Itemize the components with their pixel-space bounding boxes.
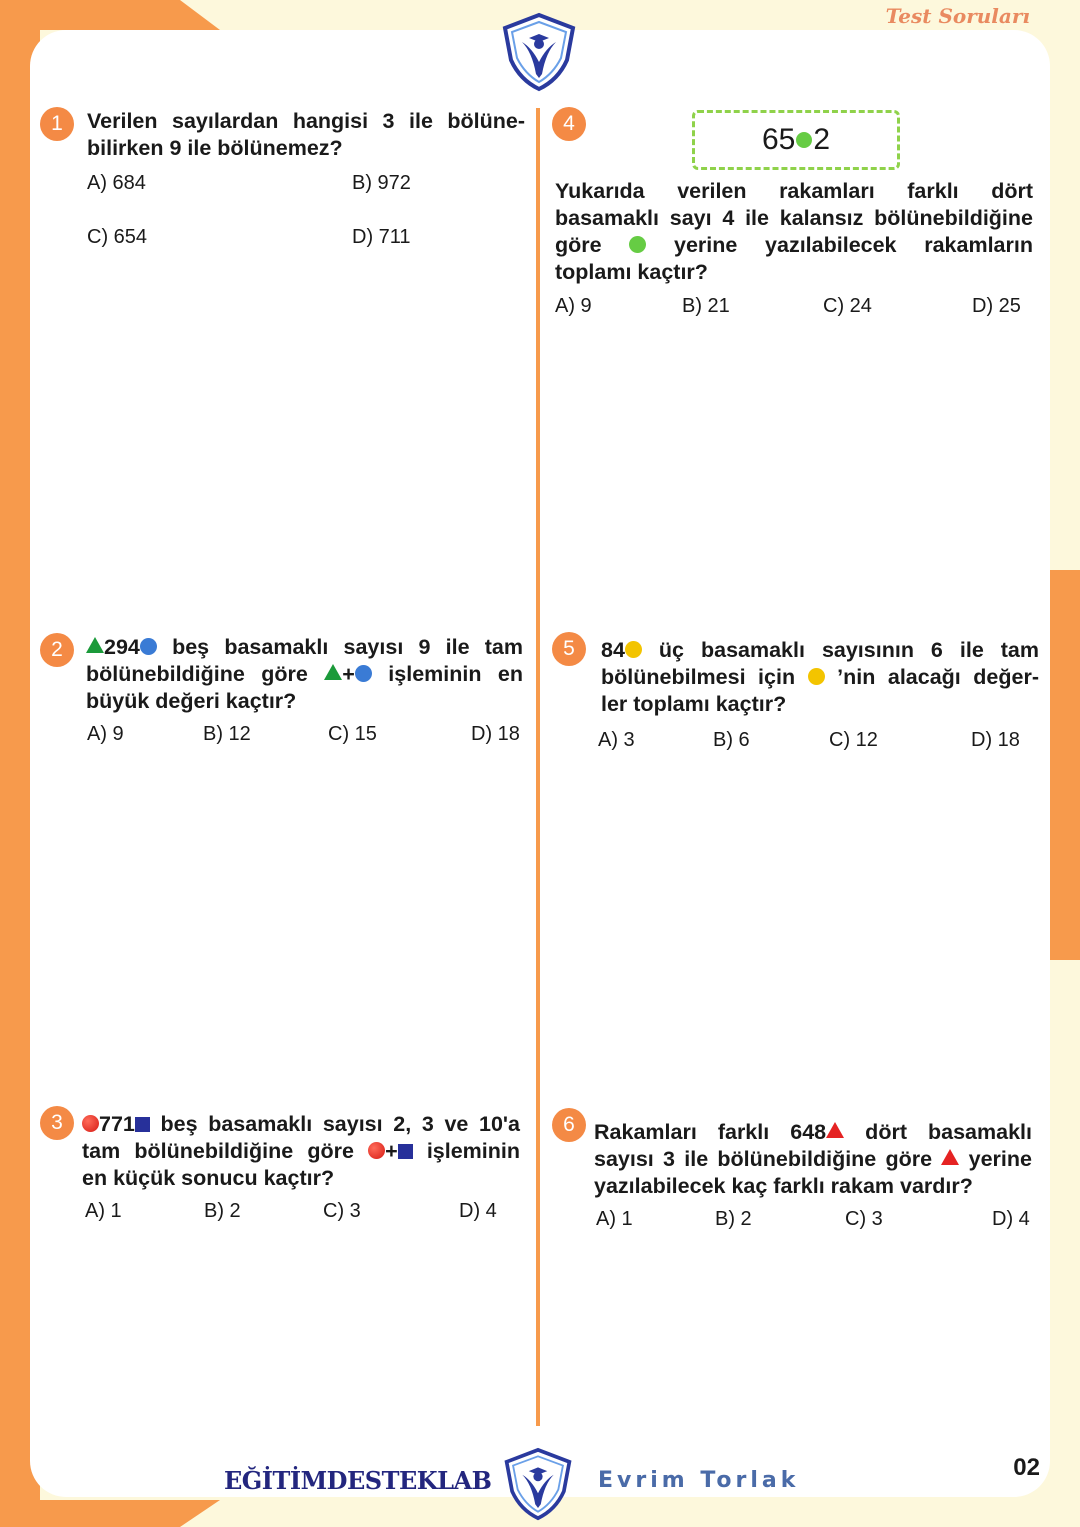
option-2d[interactable]: D) 18	[471, 723, 520, 745]
question-5-number: 84	[601, 638, 625, 662]
option-2c[interactable]: C) 15	[328, 723, 377, 745]
question-4-line-2: basamaklı sayı 4 ile kalansız bölünebildiğine	[555, 206, 1033, 230]
question-2-line-3: büyük değeri kaçtır?	[86, 689, 297, 713]
question-number-6: 6	[552, 1108, 586, 1142]
red-triangle-icon	[941, 1149, 959, 1165]
option-3a[interactable]: A) 1	[85, 1200, 122, 1222]
navy-square-icon	[398, 1144, 413, 1159]
question-3-text-c: işleminin	[412, 1139, 521, 1163]
option-1d[interactable]: D) 711	[352, 226, 411, 248]
green-triangle-icon	[86, 637, 104, 653]
red-ball-icon	[82, 1115, 99, 1132]
question-6-text-b: dört basamaklı	[844, 1120, 1032, 1144]
question-3-line-3: en küçük sonucu kaçtır?	[82, 1166, 335, 1190]
question-2-line-1	[86, 634, 523, 661]
question-number-3: 3	[40, 1106, 74, 1140]
yellow-circle-icon	[625, 641, 642, 658]
question-6-line-2	[594, 1146, 1032, 1173]
question-3-line-2	[82, 1138, 520, 1165]
question-2-text-a: beş basamaklı sayısı 9 ile tam	[156, 635, 523, 659]
option-3d[interactable]: D) 4	[459, 1200, 497, 1222]
green-triangle-icon	[324, 664, 342, 680]
option-2b[interactable]: B) 12	[203, 723, 251, 745]
blue-circle-icon	[355, 665, 372, 682]
option-5b[interactable]: B) 6	[713, 729, 750, 751]
question-6-text-c: sayısı 3 ile bölünebildiğine göre	[594, 1147, 942, 1171]
question-6-line-1	[594, 1119, 1032, 1146]
footer-author: Evrim Torlak	[598, 1468, 800, 1493]
plus-sign: +	[385, 1139, 398, 1163]
shield-logo-icon	[502, 1446, 574, 1522]
question-4-line-1: Yukarıda verilen rakamları farklı dört	[555, 179, 1033, 203]
header-tag: Test Soruları	[885, 4, 1030, 28]
question-5-line-3: ler toplamı kaçtır?	[601, 692, 787, 716]
option-1c[interactable]: C) 654	[87, 226, 148, 248]
question-2-text-c: işleminin en	[371, 662, 523, 686]
option-5a[interactable]: A) 3	[598, 729, 635, 751]
page-number: 02	[1013, 1454, 1040, 1481]
option-5d[interactable]: D) 18	[971, 729, 1020, 751]
question-4-text-b: yerine yazılabilecek rakamların	[646, 233, 1033, 257]
question-3-text-b: tam bölünebildiğine göre	[82, 1139, 369, 1163]
orange-tab-right	[1048, 570, 1080, 960]
question-text-1	[87, 108, 525, 162]
column-divider	[536, 108, 540, 1426]
option-4a[interactable]: A) 9	[555, 295, 592, 317]
option-3c[interactable]: C) 3	[323, 1200, 361, 1222]
question-text-3	[82, 1111, 520, 1192]
question-5-text-c: ’nin alacağı değer-	[824, 665, 1039, 689]
question-5-text-a: üç basamaklı sayısının 6 ile tam	[641, 638, 1039, 662]
yellow-circle-icon	[808, 668, 825, 685]
question-4-line-4: toplamı kaçtır?	[555, 260, 708, 284]
option-1b[interactable]: B) 972	[352, 172, 411, 194]
green-circle-icon	[629, 236, 646, 253]
question-6-line-3: yazılabilecek kaç farklı rakam vardır?	[594, 1174, 973, 1198]
footer-brand: EĞİTİMDESTEKLAB	[224, 1466, 492, 1495]
question-number-5: 5	[552, 632, 586, 666]
red-ball-icon	[368, 1142, 385, 1159]
option-6a[interactable]: A) 1	[596, 1208, 633, 1230]
red-triangle-icon	[826, 1122, 844, 1138]
question-1-line-1: Verilen sayılardan hangisi 3 ile bölüne-	[87, 109, 525, 133]
option-2a[interactable]: A) 9	[87, 723, 124, 745]
plus-sign: +	[342, 662, 355, 686]
question-6-text-d: yerine	[959, 1147, 1032, 1171]
question-2-line-2	[86, 661, 523, 688]
question-text-6	[594, 1119, 1032, 1200]
option-1a[interactable]: A) 684	[87, 172, 146, 194]
option-6d[interactable]: D) 4	[992, 1208, 1030, 1230]
option-4d[interactable]: D) 25	[972, 295, 1021, 317]
option-4c[interactable]: C) 24	[823, 295, 872, 317]
question-4-text-a: göre	[555, 233, 630, 257]
option-6b[interactable]: B) 2	[715, 1208, 752, 1230]
question-number-2: 2	[40, 633, 74, 667]
question-number-4: 4	[552, 107, 586, 141]
question-3-line-1	[82, 1111, 520, 1138]
navy-square-icon	[135, 1117, 150, 1132]
question-5-line-2	[601, 664, 1039, 691]
question-text-5	[601, 637, 1039, 718]
question-number-1: 1	[40, 107, 74, 141]
question-5-line-1	[601, 637, 1039, 664]
question-2-number: 294	[104, 635, 140, 659]
number-box	[692, 110, 900, 170]
blue-circle-icon	[140, 638, 157, 655]
green-circle-icon	[796, 132, 812, 148]
question-1-line-2: bilirken 9 ile bölünemez?	[87, 136, 343, 160]
option-3b[interactable]: B) 2	[204, 1200, 241, 1222]
question-6-text-a: Rakamları farklı 648	[594, 1120, 827, 1144]
question-text-2	[86, 634, 523, 715]
number-box-right: 2	[813, 123, 831, 156]
question-text-4	[555, 178, 1033, 286]
question-3-number: 771	[99, 1112, 135, 1136]
option-5c[interactable]: C) 12	[829, 729, 878, 751]
shield-logo-icon	[500, 12, 578, 92]
question-5-text-b: bölünebilmesi için	[601, 665, 808, 689]
question-3-text-a: beş basamaklı sayısı 2, 3 ve 10'a	[149, 1112, 520, 1136]
option-4b[interactable]: B) 21	[682, 295, 730, 317]
number-box-left: 65	[761, 123, 796, 156]
question-4-line-3	[555, 232, 1033, 259]
option-6c[interactable]: C) 3	[845, 1208, 883, 1230]
question-2-text-b: bölünebildiğine göre	[86, 662, 325, 686]
